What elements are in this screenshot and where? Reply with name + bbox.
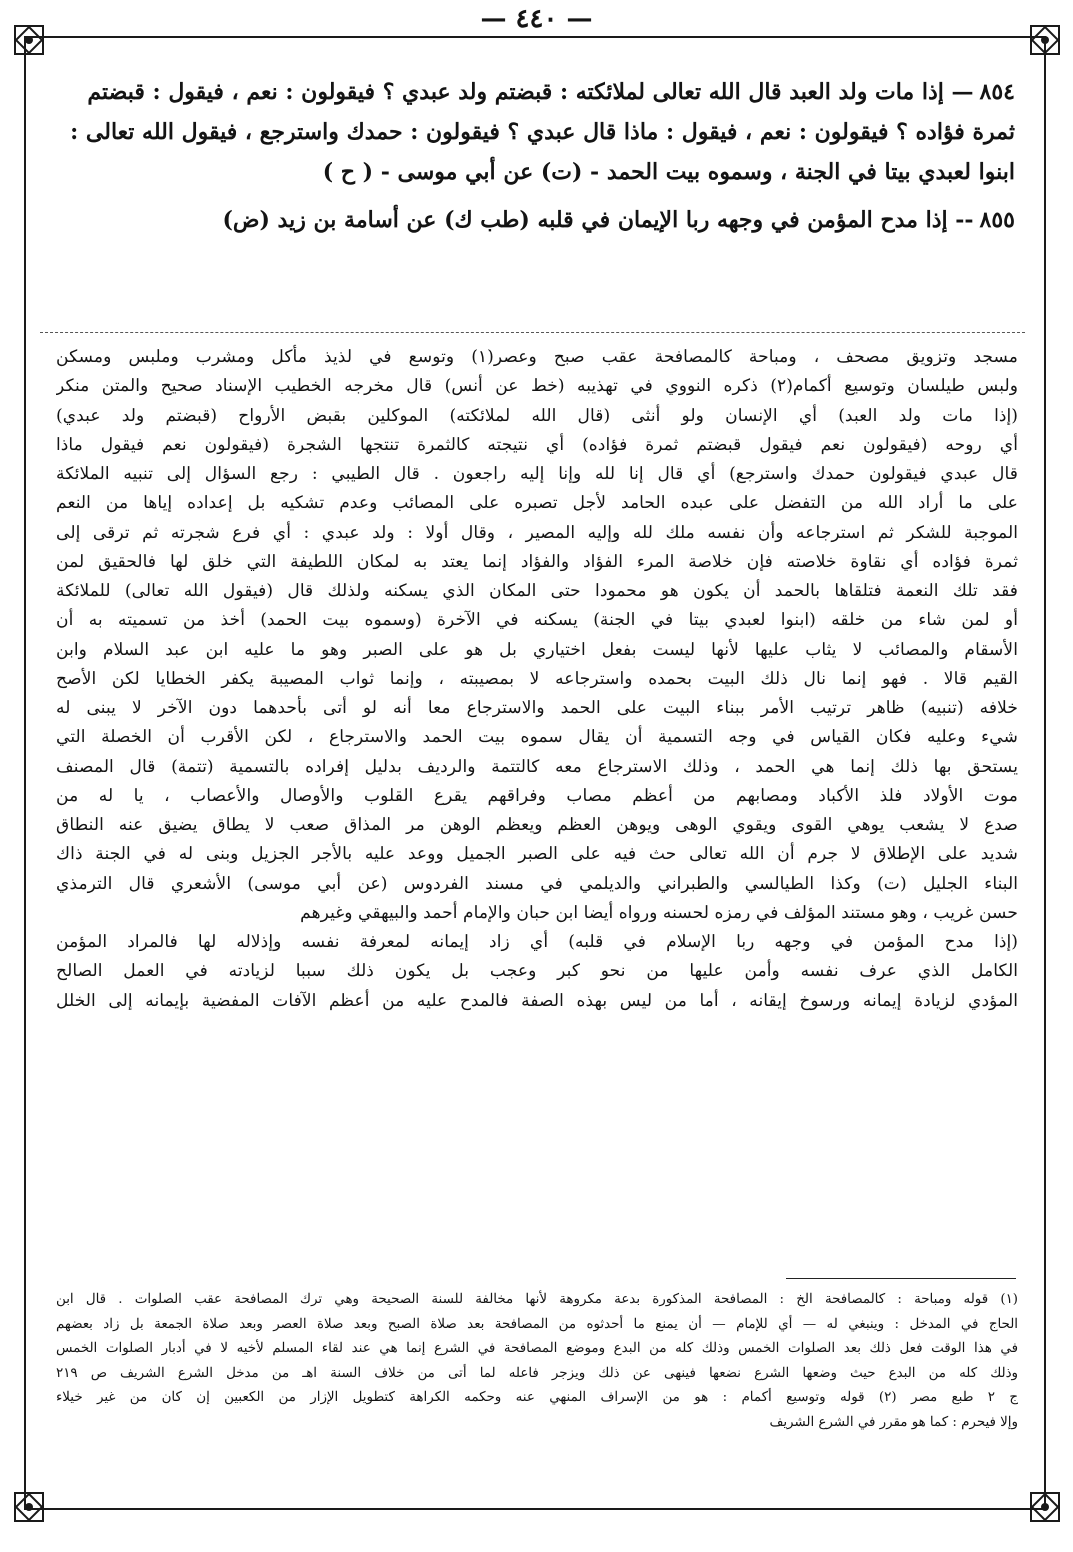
commentary-line: أي روحه (فيقولون نعم فيقول قبضتم ثمرة فؤاده) أي نتيجته كالثمرة تنتجها الشجرة (فيقولون نعم فيقول ماذا <box>56 434 1018 455</box>
hadith-entry <box>60 200 1015 240</box>
commentary-line: (إذا مات ولد العبد) أي الإنسان ولو أنثى (قال الله لملائكته) الموكلين بقبض الأرواح (قبضتم ولد عبدي) <box>56 405 1018 426</box>
footnote-line: (١) قوله ومباحة : كالمصافحة الخ : المصافحة المذكورة بدعة مكروهة لأنها مخالفة للسنة الصحيحة وهي ترك المصافحة عقب الصلوات . قال ابن <box>56 1292 1018 1307</box>
commentary-line: المؤدي لزيادة إيمانه ورسوخ إيقانه ، أما من ليس بهذه الصفة فالمدح عليه من أعظم الآفات المفضية بإيمانه إلى الخلل <box>56 990 1018 1011</box>
hadith-number: ٨٥٥ <box>979 207 1015 233</box>
commentary-line: الأسقام والمصائب لا يثاب عليها لأنها ليست بفعل اختياري بل هو على الصبر وهو ما عليه ابن عبد السلام وابن <box>56 639 1018 660</box>
commentary-line: البناء الجليل (ت) وكذا الطيالسي والطبراني والديلمي في مسند الفردوس (عن أبي موسى) الأشعري قال الترمذي <box>56 873 1018 894</box>
commentary-line: خلافه (تنبيه) ظاهر ترتيب الأمر ببناء البيت على الحمد والاسترجاع معا أنه لو أتى بأحدهما دون الآخر لا يبنى له <box>56 698 1018 718</box>
hadith-line: ابنوا لعبدي بيتا في الجنة ، وسموه بيت الحمد - (ت) عن أبي موسى - ( ح ) <box>322 159 1015 185</box>
hadith-number: ٨٥٤ <box>979 79 1015 105</box>
hadith-line <box>60 72 1015 112</box>
footnote-line: وذلك كله من البدع حيث وضعها الشرع نضعها فينهى عن ذلك ويزجر فاعله لما أتى من خلاف السنة اهـ من مدخل الشرع الشريف ص ٢١٩ <box>56 1365 1018 1381</box>
corner-ornament-icon <box>12 1490 46 1524</box>
commentary-line: حسن غريب ، وهو مستند المؤلف في رمزه لحسنه ورواه أيضا ابن حبان والإمام أحمد والبيهقي وغيرهم <box>300 902 1018 923</box>
hadith-section <box>60 72 1015 240</box>
commentary-section <box>56 343 1018 1016</box>
commentary-line: صدع لا يشعب يوهي القوى ويقوي الوهى ويوهن العظم ويعظم الوهن مر المذاق صعب لا يطاق يضيق عنه النطاق <box>56 815 1018 835</box>
commentary-line: شديد على الإطلاق لا جرم أن الله تعالى حث فيه على الصبر الجميل ووعد عليه بالأجر الجزيل وبنى له في الجنة ذاك <box>56 844 1018 865</box>
hadith-line: ثمرة فؤاده ؟ فيقولون : نعم ، فيقول : ماذا قال عبدي ؟ فيقولون : حمدك واسترجع ، فيقول الله تعالى : <box>70 119 1015 145</box>
commentary-line: شيء وعليه فكان القياس في وجه التسمية أن يقال سموه بيت الحمد والاسترجاع ، لكن الأقرب أن الخصلة التي <box>56 727 1018 748</box>
footnote-line: وإلا فيحرم : كما هو مقرر في الشرع الشريف <box>769 1414 1018 1430</box>
hadith-text: -- إذا مدح المؤمن في وجهه ربا الإيمان في قلبه (طب ك) عن أسامة بن زيد (ض) <box>222 207 974 233</box>
section-divider <box>40 332 1025 333</box>
commentary-line: أو لمن شاء من خلقه (ابنوا لعبدي بيتا في الجنة) يسكنه في الآخرة (وسموه بيت الحمد) أخذ من تسميته به أن <box>56 610 1018 631</box>
hadith-text: — إذا مات ولد العبد قال الله تعالى لملائكته : قبضتم ولد عبدي ؟ فيقولون : نعم ، فيقول : قبضتم <box>87 79 974 105</box>
commentary-line: مسجد وتزويق مصحف ، ومباحة كالمصافحة عقب صبح وعصر(١) وتوسع في لذيذ مأكل ومشرب وملبس ومسكن <box>56 347 1018 367</box>
commentary-line: القيم قالا . فهو إنما نال ذلك البيت بحمده واسترجاعه لا بمصيبته ، وإنما ثواب المصيبة يكفر الخطايا لكن الأصح <box>56 668 1018 689</box>
commentary-line: قال عبدي فيقولون حمدك واسترجع) أي قال إنا لله وإنا إليه راجعون . قال الطيبي : رجع السؤال إلى تنبيه الملائكة <box>56 464 1018 484</box>
corner-ornament-icon <box>1028 1490 1062 1524</box>
commentary-line: ثمرة فؤاده أي نقاوة خلاصته فإن خلاصة المرء الفؤاد والفؤاد إنما يعتد به لمكان اللطيفة التي خلق لها فالحقيق لمن <box>56 551 1018 572</box>
page-number: — ٤٤٠ — <box>480 4 593 34</box>
hadith-entry <box>60 72 1015 192</box>
footnote-divider <box>786 1278 1016 1279</box>
commentary-line: (إذا مدح المؤمن في وجهه ربا الإسلام في قلبه) أي زاد إيمانه لمعرفة نفسه وإذلاله لها فالمراد المؤمن <box>56 932 1018 952</box>
commentary-line: على ما أراد الله من التفضل على عبده الحامد لأجل تصبره على المصائب وعدم تشكيه بل إعداده إياها من النعم <box>56 493 1018 514</box>
commentary-line: موت الأولاد فلذ الأكباد ومصابهم من أعظم مصاب وفراقهم يقرع القلوب والأوصال والأعصاب ، يا له من <box>56 785 1018 806</box>
footnote-line: الحاج في المدخل : وينبغي له — أي للإمام — أن يمنع ما أحدثوه من المصافحة بعد صلاة الصبح وبعد صلاة العصر وبعد صلاة الجمعة بل زاد بعضهم <box>56 1316 1018 1332</box>
footnotes-section <box>56 1288 1018 1436</box>
footnote-line: ج ٢ طبع مصر (٢) قوله وتوسيع أكمام : هو من الإسراف المنهي عنه وحكمه الكراهة كتطويل الإزار من الكعبين إن كان من غير خيلاء <box>56 1390 1018 1406</box>
footnote-line: في هذا الوقت فعل ذلك بعد الصلوات الخمس وذلك كله من البدع وموضع المصافحة في الشرع إنما هي عند لقاء المسلم لأخيه لا في أدبار الصلوات الخمس <box>56 1341 1018 1357</box>
commentary-line: ولبس طيلسان وتوسيع أكمام(٢) ذكره النووي في تهذيبه (خط عن أنس) قال مخرجه الخطيب الإسناد صحيح والمتن منكر <box>56 376 1018 397</box>
commentary-line: الموجبة للشكر ثم استرجاعه وأن نفسه ملك لله وإليه المصير ، وقال أولا : ولد عبدي : أي فرع شجرته ثم ترقى إلى <box>56 522 1018 543</box>
commentary-line: يستحق بها ذلك إنما هي الحمد ، وذلك الاسترجاع معه كالتتمة والرديف بدليل إفراده بالتسمية (تتمة) قال المصنف <box>56 756 1018 777</box>
commentary-line: الكامل الذي عرف نفسه وأمن عليها من نحو كبر وعجب بل يكون ذلك سببا لزيادته في العمل الصالح <box>56 961 1018 982</box>
commentary-line: فقد تلك النعمة فتلقاها بالحمد أن يكون هو محمودا حتى المكان الذي يسكنه ولذلك قال (فيقول الله تعالى) للملائكة <box>56 581 1018 601</box>
hadith-line <box>60 200 1015 240</box>
